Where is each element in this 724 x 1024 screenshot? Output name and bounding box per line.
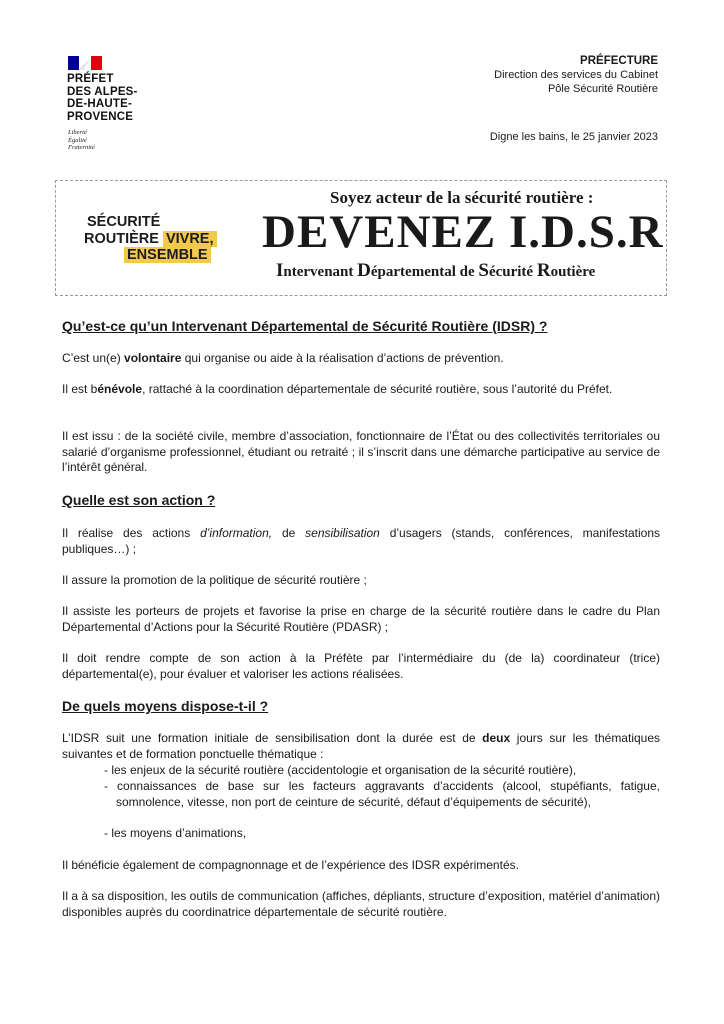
prefet-line: DES ALPES-	[67, 85, 138, 98]
section1-paragraph: Il est bénévole, rattaché à la coordination départementale de sécurité routière, sous l’autorité du Préfet.	[62, 382, 613, 396]
devise-line: Liberté	[68, 129, 87, 136]
prefet-line: PROVENCE	[67, 110, 134, 123]
logo-line2a: ROUTIÈRE	[84, 231, 159, 247]
banner-description: Intervenant Départemental de Sécurité Routière	[276, 260, 596, 281]
prefet-line: PRÉFET	[67, 73, 114, 85]
section1-paragraph: Il est issu : de la société civile, membre d’association, fonctionnaire de l’État ou des collectivités territoriales ou salarié d’organisme professionnel, étudiant ou retraité ; il s’inscrit dans une démarche participative au service de l’intérêt général.	[62, 429, 660, 474]
section2-paragraph: Il assure la promotion de la politique de sécurité routière ;	[62, 573, 367, 587]
banner-subtitle: Soyez acteur de la sécurité routière :	[330, 188, 594, 207]
logo-line1: SÉCURITÉ	[87, 214, 161, 230]
section2-heading: Quelle est son action ?	[62, 492, 216, 508]
section1-paragraph: C’est un(e) volontaire qui organise ou aide à la réalisation d’actions de prévention.	[62, 351, 504, 365]
devise-line: Fraternité	[68, 144, 95, 151]
logo-line3: ENSEMBLE	[124, 247, 211, 263]
marianne-logo-icon	[68, 56, 102, 70]
section2-paragraph: Il assiste les porteurs de projets et favorise la prise en charge de la sécurité routière dans le cadre du Plan Départemental d’Actions pour la Sécurité Routière (PDASR) ;	[62, 604, 660, 634]
prefecture-block	[494, 54, 658, 96]
securite-routiere-logo	[84, 214, 217, 263]
direction-line: Direction des services du Cabinet	[494, 69, 658, 81]
devise	[68, 129, 95, 152]
pole-line: Pôle Sécurité Routière	[547, 83, 658, 95]
bullet-item: - connaissances de base sur les facteurs aggravants d’accidents (alcool, stupéfiants, fatigue, somnolence, vitesse, non port de ceinture de sécurité, défaut d’équipements de sécurité),	[104, 779, 660, 809]
date-line: Digne les bains, le 25 janvier 2023	[489, 131, 658, 143]
prefet-name	[67, 73, 138, 123]
bullet-item: - les moyens d’animations,	[104, 826, 247, 840]
prefet-line: DE-HAUTE-	[67, 98, 133, 110]
logo-line2b: VIVRE,	[163, 231, 217, 247]
section2-paragraph: Il réalise des actions d’information, de sensibilisation d’usagers (stands, conférences, manifestations publiques…) ;	[62, 526, 660, 556]
section2-paragraph: Il doit rendre compte de son action à la Préfète par l’intermédiaire du (de la) coordinateur (trice) départemental(e), pour évaluer et valoriser les actions réalisées.	[62, 651, 660, 681]
banner-title: DEVENEZ I.D.S.R	[262, 206, 664, 258]
section3-paragraph: L’IDSR suit une formation initiale de sensibilisation dont la durée est de deux jours sur les thématiques suivantes et de formation ponctuelle thématique :	[62, 731, 661, 761]
section1-heading: Qu’est-ce qu’un Intervenant Départemental de Sécurité Routière (IDSR) ?	[62, 318, 548, 334]
section3-heading: De quels moyens dispose-t-il ?	[62, 698, 269, 714]
section3-paragraph: Il a à sa disposition, les outils de communication (affiches, dépliants, structure d’exposition, matériel d’animation) disponibles auprès du coordinatrice départementale de sécurité routière.	[62, 889, 660, 919]
prefecture-title: PRÉFECTURE	[580, 55, 658, 67]
banner	[55, 180, 667, 296]
section3-paragraph: Il bénéficie également de compagnonnage et de l’expérience des IDSR expérimentés.	[62, 858, 519, 872]
devise-line: Égalité	[68, 136, 87, 144]
bullet-item: - les enjeux de la sécurité routière (accidentologie et organisation de la sécurité routière),	[104, 763, 577, 777]
